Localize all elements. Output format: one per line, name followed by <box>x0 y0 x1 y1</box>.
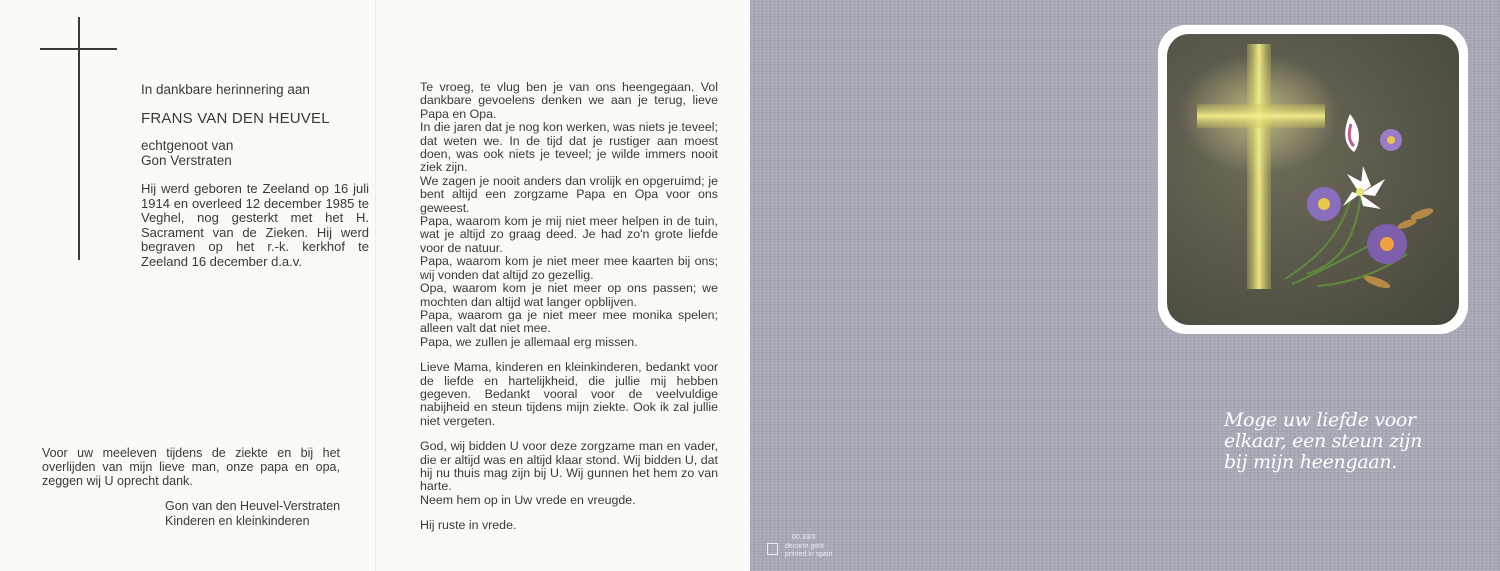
fold-line <box>375 0 376 571</box>
poem-rest: Hij ruste in vrede. <box>420 518 517 533</box>
poem-line: Papa, waarom kom je niet meer mee kaarten bij ons; wij vonden dat altijd zo gezellig. <box>420 254 718 282</box>
lily-icon <box>1345 114 1359 152</box>
print-line: decorte gent <box>785 542 824 550</box>
verse-line: elkaar, een steun zijn <box>1224 430 1423 452</box>
poem-prayer: God, wij bidden U voor deze zorgzame man en vader, die er altijd was en altijd klaar stond. Wij bidden U, dat hij nu thuis mag zijn bij U. Wij gunnen het hem zo van harte. <box>420 439 718 494</box>
memorial-header <box>141 82 369 269</box>
signature-line1: Gon van den Heuvel-Verstraten <box>165 499 341 513</box>
spouse-name: Gon Verstraten <box>141 153 232 168</box>
verse-line: bij mijn heengaan. <box>1224 451 1398 473</box>
cross-icon <box>78 17 80 260</box>
biography: Hij werd geboren te Zeeland op 16 juli 1914 en overleed 12 december 1985 te Veghel, nog gesterkt met het H. Sacrament van de Zieken. Hij werd begraven op het r.-k. kerkhof te Zeeland 16 december d.a.v. <box>141 181 369 269</box>
intro-text: In dankbare herinnering aan <box>141 82 310 97</box>
poem-line: Papa, we zullen je allemaal erg missen. <box>420 334 638 349</box>
signature <box>165 499 340 529</box>
poem-line: Papa, waarom kom je mij niet meer helpen in de tuin, wat je altijd zo graag deed. Je had zo'n grote liefde voor de natuur. <box>420 214 718 255</box>
poem-peace: Neem hem op in Uw vrede en vreugde. <box>420 492 636 507</box>
poem-line: Opa, waarom kom je niet meer op ons passen; we mochten dan altijd wat langer opblijven. <box>420 281 718 309</box>
poem-line: In die jaren dat je nog kon werken, was niets je teveel; dat weten we. In de tijd dat je rustiger aan moest doen, was ook niets je teveel; je wilde immers nooit ziek zijn. <box>420 120 718 175</box>
poem-line: Papa, waarom ga je niet meer mee monika spelen; alleen valt dat niet mee. <box>420 307 718 336</box>
spouse-label: echtgenoot van <box>141 138 234 153</box>
poem <box>420 81 718 533</box>
verse-line: Moge uw liefde voor <box>1224 409 1416 431</box>
thanks-text: Voor uw meeleven tijdens de ziekte en bij het overlijden van mijn lieve man, onze papa en opa, zeggen wij U oprecht dank. <box>42 446 340 488</box>
cover-verse <box>1224 410 1464 473</box>
poem-thanks: Lieve Mama, kinderen en kleinkinderen, bedankt voor de liefde en hartelijkheid, die jullie mij hebben gegeven. Bedankt vooral voor de veelvuldige nabijheid en steun tijdens mijn ziekte. Ook ik zal jullie niet vergeten. <box>420 360 718 428</box>
poem-line: Te vroeg, te vlug ben je van ons heengegaan. Vol dankbare gevoelens denken we aan je terug, lieve Papa en Opa. <box>420 80 718 121</box>
print-line: printed in spain <box>785 551 833 558</box>
cross-horizontal-beam <box>1197 104 1325 128</box>
deceased-name: FRANS VAN DEN HEUVEL <box>141 110 330 127</box>
printer-mark <box>767 534 832 560</box>
print-code: 60.33/3 <box>792 534 816 541</box>
cross-vertical-beam <box>1247 44 1271 289</box>
poem-line: We zagen je nooit anders dan vrolijk en opgeruimd; je bent altijd een zorgzame Papa en Opa voor ons geweest. <box>420 173 718 215</box>
printer-logo-icon <box>767 543 778 555</box>
cross-flowers-illustration <box>1167 34 1459 325</box>
signature-line2: Kinderen en kleinkinderen <box>165 514 310 528</box>
cross-icon-bar <box>40 48 117 50</box>
